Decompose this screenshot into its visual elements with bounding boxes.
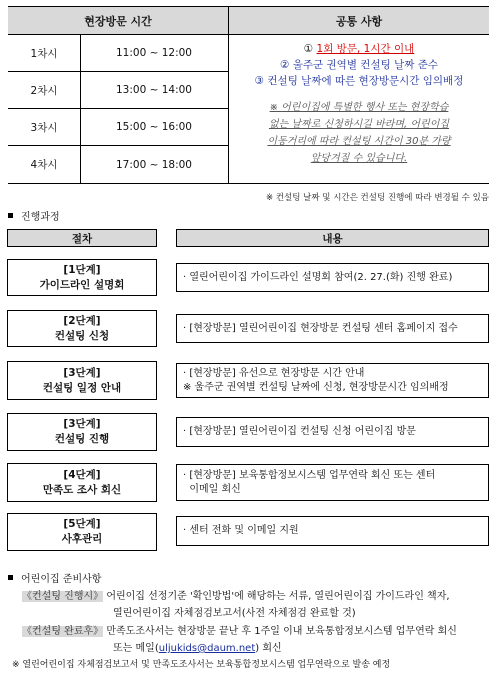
- prep-item-2-cont: 또는 메일(uljukids@daum.net) 회신: [113, 643, 282, 654]
- prep-title: 어린이집 준비사항: [8, 570, 101, 585]
- step-column-header: 절차: [7, 229, 157, 247]
- session-number: 3차시: [30, 121, 58, 134]
- bullet-square-icon: [8, 213, 13, 218]
- step-description: · [현장방문] 유선으로 현장방문 시간 안내 ※ 울주군 권역별 컨설팅 날짜에 신청, 현장방문시간 임의배정: [176, 363, 489, 398]
- table-row: [8, 72, 228, 109]
- content-column-header: 내용: [176, 229, 489, 247]
- bullet-square-icon: [8, 575, 13, 580]
- step-box: [5단계] 사후관리: [7, 513, 157, 551]
- step-description: · [현장방문] 보육통합정보시스템 업무연락 회신 또는 센터 이메일 회신: [176, 464, 489, 501]
- schedule-table: [8, 6, 489, 184]
- schedule-footnote: ※ 컨설팅 날짜 및 시간은 컨설팅 진행에 따라 변경될 수 있음: [266, 193, 489, 203]
- table-row: [8, 109, 228, 146]
- step-description: · [현장방문] 열린어린이집 컨설팅 신청 어린이집 방문: [176, 417, 489, 447]
- session-time: 11:00 ~ 12:00: [116, 47, 192, 59]
- common-note: ※ 어린이집에 특별한 행사 또는 현장학습 없는 날짜로 신청하시길 바라며, 어린이집 이동거리에 따라 컨설팅 시간이 30분 가량 앞당겨질 수 있습니다.: [267, 102, 451, 164]
- session-time: 13:00 ~ 14:00: [116, 84, 192, 96]
- session-number: 2차시: [30, 84, 58, 97]
- session-time: 17:00 ~ 18:00: [116, 158, 192, 171]
- common-item-3: ③ 컨설팅 날짜에 따른 현장방문시간 임의배정: [254, 75, 464, 87]
- common-notes: [229, 35, 489, 183]
- email-link[interactable]: uljukids@daum.net: [158, 643, 256, 654]
- process-title: 진행과정: [8, 208, 60, 223]
- prep-item-2: 《컨설팅 완료후》 만족도조사서는 현장방문 끝난 후 1주일 이내 보육통합정보시스템 업무연락 회신: [22, 626, 457, 637]
- session-number: 4차시: [30, 159, 58, 171]
- table-row: [8, 35, 228, 72]
- step-description: · [현장방문] 열린어린이집 현장방문 컨설팅 센터 홈페이지 접수: [176, 314, 489, 343]
- common-item-2: ② 울주군 권역별 컨설팅 날짜 준수: [280, 59, 438, 71]
- step-description: · 열린어린이집 가이드라인 설명회 참여(2. 27.(화) 진행 완료): [176, 263, 489, 292]
- prep-tag: 《컨설팅 진행시》: [22, 591, 104, 602]
- prep-footnote: ※ 열린어린이집 자체점검보고서 및 만족도조사서는 보육통합정보시스템 업무연락으로 발송 예정: [12, 660, 391, 670]
- table-row: [8, 146, 228, 183]
- common-header: 공통 사항: [229, 7, 489, 35]
- prep-item-1: 《컨설팅 진행시》 어린이집 선정기준 '확인방법'에 해당하는 서류, 열린어린이집 가이드라인 책자,: [22, 591, 450, 602]
- common-item-1: ① 1회 방문, 1시간 이내: [303, 43, 415, 55]
- step-box: [2단계] 컨설팅 신청: [7, 310, 157, 347]
- step-box: [4단계] 만족도 조사 회신: [7, 463, 157, 502]
- session-number: 1차시: [30, 47, 58, 60]
- prep-item-1-cont: 열린어린이집 자체점검보고서(사전 자체점검 완료할 것): [113, 608, 356, 619]
- session-time: 15:00 ~ 16:00: [116, 121, 192, 133]
- prep-tag: 《컨설팅 완료후》: [22, 626, 104, 637]
- step-box: [3단계] 컨설팅 일정 안내: [7, 361, 157, 400]
- step-box: [3단계] 컨설팅 진행: [7, 413, 157, 451]
- visit-time-header: 현장방문 시간: [8, 7, 228, 35]
- step-description: · 센터 전화 및 이메일 지원: [176, 516, 489, 546]
- step-box: [1단계] 가이드라인 설명회: [7, 259, 157, 296]
